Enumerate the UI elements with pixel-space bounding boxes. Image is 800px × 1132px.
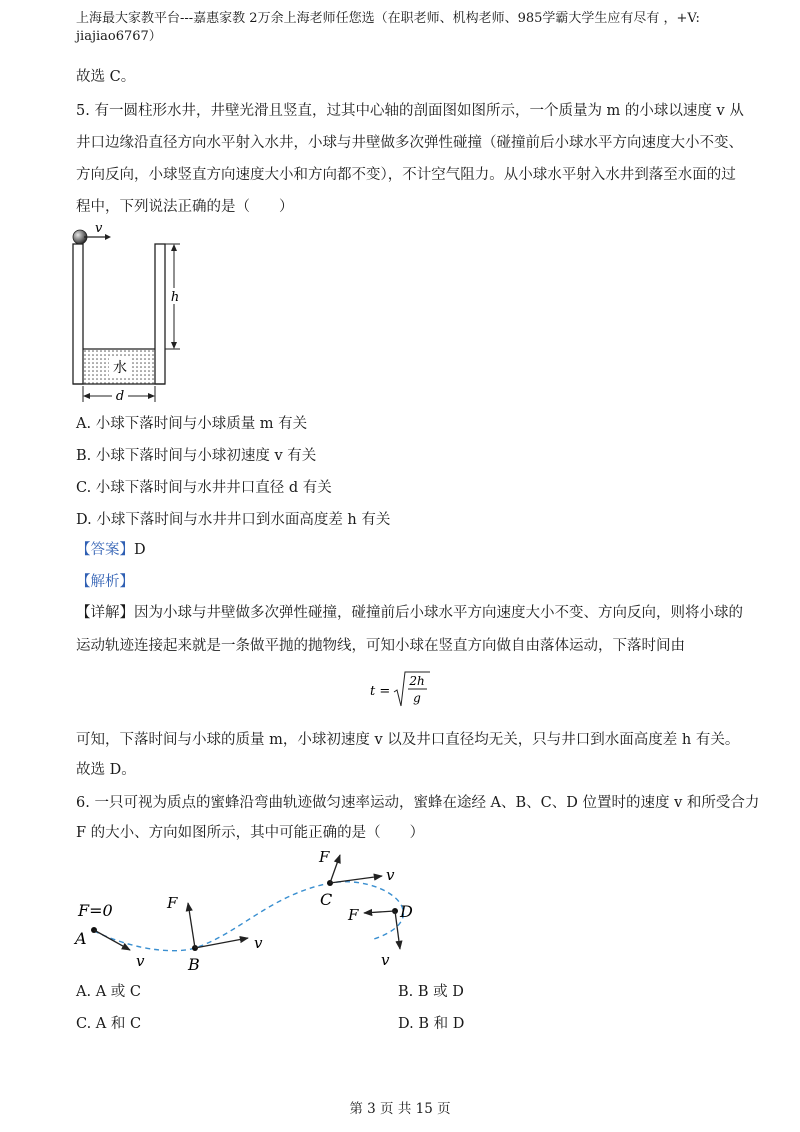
q6-stem-line-2: F 的大小、方向如图所示，其中可能正确的是（ ） [76, 825, 425, 841]
analysis-label: 【解析】 [76, 574, 134, 590]
well-diagram [60, 222, 200, 407]
bee-trajectory-diagram [70, 845, 430, 973]
q5-option-c: C. 小球下落时间与水井井口直径 d 有关 [76, 480, 332, 496]
q5-detail-line-1: 【详解】因为小球与井壁做多次弹性碰撞，碰撞前后小球水平方向速度大小不变、方向反向，则将小球的 [76, 605, 743, 621]
label-v-d: v [381, 951, 390, 969]
height-label: h [170, 290, 180, 305]
label-f-d: F [348, 906, 359, 924]
page-header: 上海最大家教平台---嘉惠家教 2万余上海老师任您选（在职老师、机构老师、985学霸大学生应有尽有 ，+V: jiajiao6767） [76, 11, 700, 44]
q5-detail-line-2: 运动轨迹连接起来就是一条做平抛的抛物线，可知小球在竖直方向做自由落体运动，下落时间由 [76, 638, 685, 654]
q5-option-a: A. 小球下落时间与小球质量 m 有关 [76, 416, 308, 432]
answer-label: 【答案】 [76, 542, 134, 558]
q5-final-choice: 故选 D。 [76, 762, 136, 778]
page-number: 第 3 页 共 15 页 [349, 1101, 451, 1117]
label-v-b: v [254, 934, 263, 952]
q5-stem-line-2: 井口边缘沿直径方向水平射入水井，小球与井壁做多次弹性碰撞（碰撞前后小球水平方向速度大小不变、 [76, 135, 743, 151]
label-f-b: F [167, 894, 178, 912]
label-c: C [320, 890, 333, 909]
q5-conclusion: 可知，下落时间与小球的质量 m，小球初速度 v 以及井口直径均无关，只与井口到水面高度差 h 有关。 [76, 732, 740, 748]
q6-stem-line-1: 6. 一只可视为质点的蜜蜂沿弯曲轨迹做匀速率运动，蜜蜂在途经 A、B、C、D 位置时的速度 v 和所受合力 [76, 795, 760, 811]
detail-label: 【详解】 [76, 605, 134, 621]
q6-option-c: C. A 和 C [76, 1016, 142, 1032]
label-f-c: F [319, 848, 330, 866]
velocity-label: v [95, 222, 103, 236]
right-wall [155, 244, 165, 384]
label-f0: F=0 [78, 901, 113, 920]
left-wall [73, 244, 83, 384]
answer-value: D [134, 542, 146, 558]
label-d: D [400, 902, 413, 921]
label-v-a: v [136, 952, 145, 970]
q5-option-d: D. 小球下落时间与水井井口到水面高度差 h 有关 [76, 512, 391, 528]
water-label: 水 [113, 360, 127, 376]
label-a: A [75, 929, 87, 948]
q5-option-b: B. 小球下落时间与小球初速度 v 有关 [76, 448, 317, 464]
previous-answer: 故选 C。 [76, 69, 136, 85]
q6-option-a: A. A 或 C [76, 984, 141, 1000]
q5-stem-line-3: 方向反向，小球竖直方向速度大小和方向都不变），不计空气阻力。从小球水平射入水井到落至水面的过 [76, 167, 736, 183]
q5-stem-line-4: 程中，下列说法正确的是（ ） [76, 199, 294, 215]
formula-numerator: 2h [409, 674, 425, 688]
formula-lhs: t = [370, 684, 391, 699]
q5-stem-line-1: 5. 有一圆柱形水井，井壁光滑且竖直，过其中心轴的剖面图如图所示，一个质量为 m 的小球以速度 v 从 [76, 103, 744, 119]
diameter-label: d [115, 389, 125, 404]
label-v-c: v [386, 866, 395, 884]
fall-time-formula [370, 668, 440, 712]
q6-option-d: D. B 和 D [398, 1016, 465, 1032]
q5-answer [76, 540, 146, 560]
q6-option-b: B. B 或 D [398, 984, 464, 1000]
formula-denominator: g [413, 691, 421, 705]
label-b: B [188, 955, 200, 973]
